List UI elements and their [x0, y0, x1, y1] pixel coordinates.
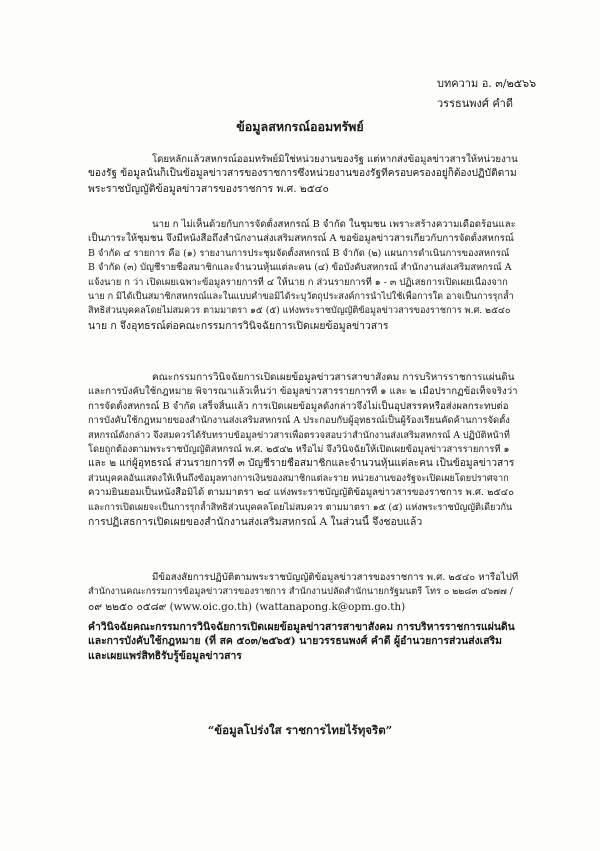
- text-line: และการบังคับใช้กฎหมาย พิจารณาแล้วเห็นว่า ข้อมูลข่าวสารรายการที่ ๑ และ ๒ เมื่อปรากฏข้อเท็จจริงว่า: [88, 386, 518, 398]
- paragraph-case: [88, 218, 518, 333]
- text-line: ๐๙ ๒๒๕๐ ๐๕๘๙ (www.oic.go.th) (wattanapong.k@opm.go.th): [88, 600, 406, 613]
- paragraph-intro: [88, 153, 518, 196]
- paragraph-decision: [88, 371, 518, 529]
- text-line: B จำกัด ๔ รายการ คือ (๑) รายงานการประชุมจัดตั้งสหกรณ์ B จำกัด (๒) แผนการดำเนินการของสหกรณ์: [88, 247, 510, 259]
- text-line: คณะกรรมการวินิจฉัยการเปิดเผยข้อมูลข่าวสารสาขาสังคม การบริหารราชการแผ่นดิน: [152, 372, 515, 383]
- text-line: เป็นภาระให้ชุมชน จึงมีหนังสือถึงสำนักงานส่งเสริมสหกรณ์ A ขอข้อมูลข่าวสารเกี่ยวกับการจัดตั้งสหกรณ์: [88, 233, 514, 245]
- text-line: นาย ก ไม่เห็นด้วยกับการจัดตั้งสหกรณ์ B จำกัด ในชุมชน เพราะสร้างความเดือดร้อนและ: [152, 219, 516, 230]
- paragraph-contact: [88, 571, 518, 614]
- document-title: ข้อมูลสหกรณ์ออมทรัพย์: [236, 119, 364, 134]
- text-line: ของรัฐ ข้อมูลนั้นก็เป็นข้อมูลข่าวสารของราชการซึ่งหน่วยงานของรัฐที่ครอบครองอยู่ก็ต้องปฏิบัติตาม: [88, 168, 517, 180]
- text-line: นาย ก จึงอุทธรณ์ต่อคณะกรรมการวินิจฉัยการเปิดเผยข้อมูลข่าวสาร: [88, 319, 389, 332]
- text-line: คำวินิจฉัยคณะกรรมการวินิจฉัยการเปิดเผยข้อมูลข่าวสารสาขาสังคม การบริหารราชการแผ่นดิน: [88, 621, 515, 633]
- text-line: การบังคับใช้กฎหมายของสำนักงานส่งเสริมสหกรณ์ A ประกอบกับผู้อุทธรณ์เป็นผู้ร้องเรียนคัดค้านการจัดตั้ง: [88, 415, 510, 427]
- paragraph-reference: [88, 620, 518, 663]
- text-line: สหกรณ์ดังกล่าว จึงสมควรได้รับทราบข้อมูลข่าวสารเพื่อตรวจสอบว่าสำนักงานส่งเสริมสหกรณ์ A ปฏิบัติหน้าที่: [88, 430, 510, 441]
- text-line: การจัดตั้งสหกรณ์ B จำกัด เสร็จสิ้นแล้ว การเปิดเผยข้อมูลดังกล่าวจึงไม่เป็นอุปสรรคหรือส่งผลกระทบต่อ: [88, 400, 509, 412]
- text-line: มีข้อสงสัยการปฏิบัติตามพระราชบัญญัติข้อมูลข่าวสารของราชการ พ.ศ. ๒๕๔๐ หารือไปที่: [152, 572, 518, 583]
- author-name: วรรธนพงศ์ คำดี: [437, 97, 514, 110]
- text-line: โดยหลักแล้วสหกรณ์ออมทรัพย์มิใช่หน่วยงานของรัฐ แต่หากส่งข้อมูลข่าวสารให้หน่วยงาน: [152, 154, 518, 165]
- text-line: สิทธิส่วนบุคคลโดยไม่สมควร ตามมาตรา ๑๕ (๕) แห่งพระราชบัญญัติข้อมูลข่าวสารของราชการ พ.ศ. ๒๕๔๐: [88, 306, 511, 317]
- text-line: ส่วนบุคคลอันแสดงให้เห็นถึงข้อมูลทางการเงินของสมาชิกแต่ละราย หน่วยงานของรัฐจะเปิดเผยโดยปราศจาก: [88, 473, 509, 484]
- text-line: และการบังคับใช้กฎหมาย (ที่ สค ๕๐๓/๒๕๖๕) นายวรรธนพงศ์ คำดี ผู้อำนวยการส่วนส่งเสริม: [88, 635, 502, 648]
- text-line: สำนักงานคณะกรรมการข้อมูลข่าวสารของราชการ สำนักงานปลัดสำนักนายกรัฐมนตรี โทร ๐ ๒๒๘๓ ๔๖๗๗ /: [88, 587, 513, 598]
- text-line: B จำกัด (๓) บัญชีรายชื่อสมาชิกและจำนวนหุ้นแต่ละคน (๔) ข้อบังคับสหกรณ์ สำนักงานส่งเสริมสหกรณ์ A: [88, 262, 512, 274]
- slogan: “ข้อมูลโปร่งใส ราชการไทยไร้ทุจริต”: [207, 723, 393, 737]
- article-reference: บทความ อ. ๓/๒๕๖๖: [437, 77, 537, 90]
- text-line: และ ๒ แก่ผู้อุทธรณ์ ส่วนรายการที่ ๓ บัญชีรายชื่อสมาชิกและจำนวนหุ้นแต่ละคน เป็นข้อมูลข่าวสาร: [88, 458, 515, 470]
- text-line: โดยถูกต้องตามพระราชบัญญัติสหกรณ์ พ.ศ. ๒๕๔๒ หรือไม่ จึงวินิจฉัยให้เปิดเผยข้อมูลข่าวสารรายการที่ ๑: [88, 444, 510, 456]
- text-line: ความยินยอมเป็นหนังสือมิได้ ตามมาตรา ๒๔ แห่งพระราชบัญญัติข้อมูลข่าวสารของราชการ พ.ศ. ๒๕๔๐: [88, 487, 514, 499]
- document-meta: [437, 74, 536, 114]
- text-line: และการเปิดเผยจะเป็นการรุกล้ำสิทธิส่วนบุคคลโดยไม่สมควร ตามมาตรา ๑๕ (๕) แห่งพระราชบัญญัติเดียวกัน: [88, 502, 513, 513]
- text-line: นาย ก มิได้เป็นสมาชิกสหกรณ์และในแบบคำขอมิได้ระบุวัตถุประสงค์การนำไปใช้เพื่อการใด อาจเป็นการรุกล้ำ: [88, 292, 514, 303]
- text-line: แจ้งนาย ก ว่า เปิดเผยเฉพาะข้อมูลรายการที่ ๔ ให้นาย ก ส่วนรายการที่ ๑ - ๓ ปฏิเสธการเปิดเผยเนื่องจาก: [88, 276, 508, 288]
- text-line: และเผยแพร่สิทธิรับรู้ข้อมูลข่าวสาร: [88, 649, 242, 662]
- text-line: การปฏิเสธการเปิดเผยของสำนักงานส่งเสริมสหกรณ์ A ในส่วนนี้ จึงชอบแล้ว: [88, 516, 423, 529]
- text-line: พระราชบัญญัติข้อมูลข่าวสารของราชการ พ.ศ. ๒๕๔๐: [88, 182, 329, 195]
